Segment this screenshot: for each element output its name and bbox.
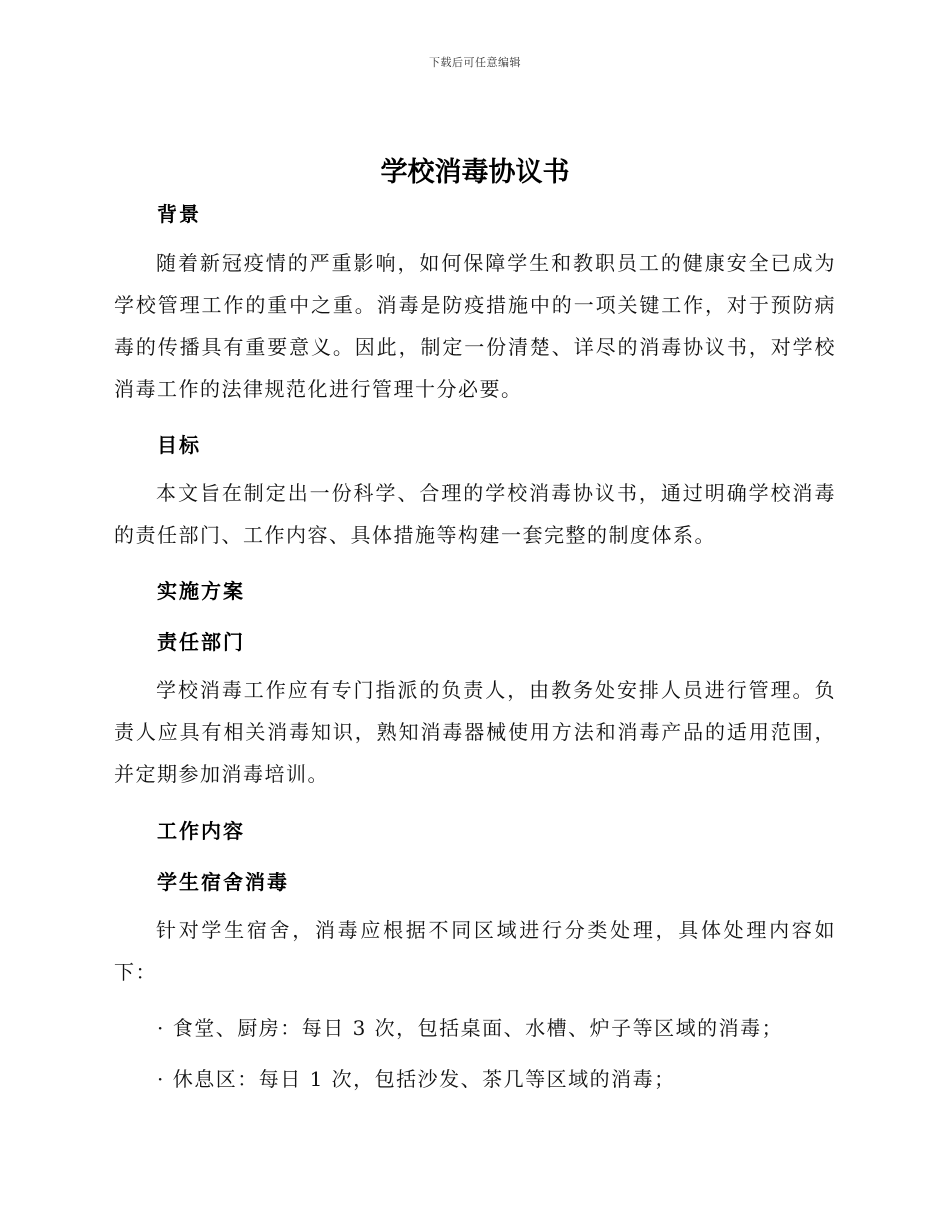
header-note: 下载后可任意编辑 (429, 56, 521, 69)
list-item-rest-area: · 休息区：每日 1 次，包括沙发、茶几等区域的消毒； (157, 1067, 676, 1091)
heading-dormitory: 学生宿舍消毒 (157, 870, 289, 894)
heading-goal: 目标 (157, 433, 201, 457)
heading-plan: 实施方案 (157, 579, 245, 603)
paragraph-background: 随着新冠疫情的严重影响，如何保障学生和教职员工的健康安全已成为学校管理工作的重中之重。消毒是防疫措施中的一项关键工作，对于预防病毒的传播具有重要意义。因此，制定一份清楚、详尽的消毒协议书，对学校消毒工作的法律规范化进行管理十分必要。 (114, 251, 836, 401)
heading-work: 工作内容 (157, 819, 245, 843)
heading-background: 背景 (157, 202, 201, 226)
paragraph-department: 学校消毒工作应有专门指派的负责人，由教务处安排人员进行管理。负责人应具有相关消毒知识，熟知消毒器械使用方法和消毒产品的适用范围，并定期参加消毒培训。 (114, 678, 836, 786)
paragraph-goal: 本文旨在制定出一份科学、合理的学校消毒协议书，通过明确学校消毒的责任部门、工作内容、具体措施等构建一套完整的制度体系。 (114, 481, 836, 547)
paragraph-dormitory: 针对学生宿舍，消毒应根据不同区域进行分类处理，具体处理内容如下： (114, 918, 836, 984)
list-item-canteen: · 食堂、厨房：每日 3 次，包括桌面、水槽、炉子等区域的消毒； (157, 1016, 784, 1040)
document-title: 学校消毒协议书 (380, 157, 570, 188)
heading-department: 责任部门 (157, 630, 245, 654)
